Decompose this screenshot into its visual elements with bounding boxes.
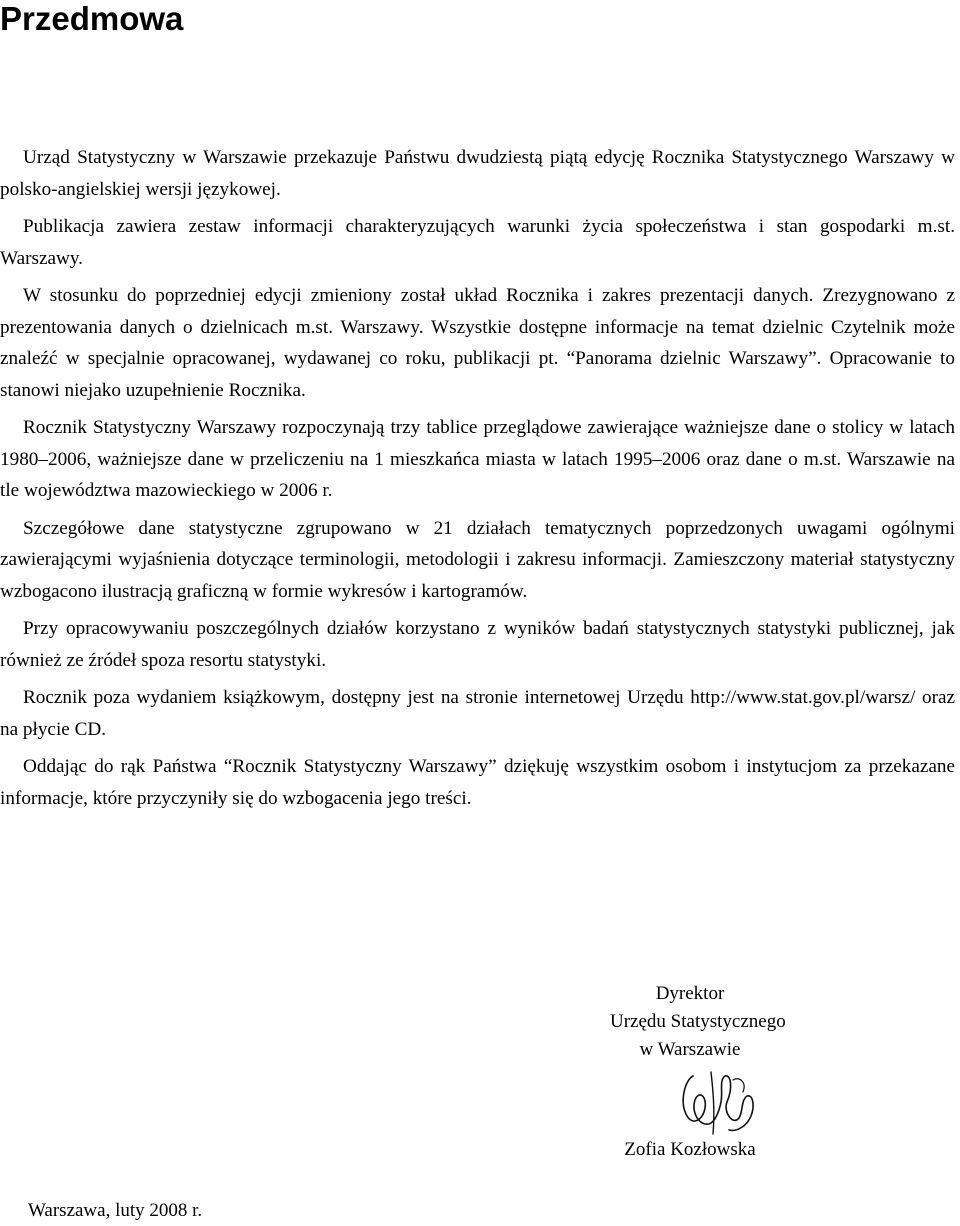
paragraph-detailed-data: Szczegółowe dane statystyczne zgrupowano w 21 działach tematycznych poprzedzonych uwagami ogólnymi zawierającymi wyjaśnienia dotyczące terminologii, metodologii i zakresu informacji. Zamieszczony materiał statystyczny wzbogacono ilustracją graficzną w formie wykresów i kartogramów. — [0, 517, 955, 602]
paragraph-overview-tables: Rocznik Statystyczny Warszawy rozpoczynają trzy tablice przeglądowe zawierające ważniejsze dane o stolicy w latach 1980–2006, ważniejsze dane w przeliczeniu na 1 mieszkańca miasta w latach 1995–2006 oraz dane o m.st. Warszawie na tle województwa mazowieckiego w 2006 r. — [0, 417, 955, 501]
signature-block — [610, 980, 786, 1164]
paragraph-publication-scope: Publikacja zawiera zestaw informacji charakteryzujących warunki życia społeczeństwa i stan gospodarki m.st. Warszawy. — [0, 216, 955, 269]
page-title: Przedmowa — [0, 0, 184, 37]
paragraph-online-availability: Rocznik poza wydaniem książkowym, dostępny jest na stronie internetowej Urzędu http://www.stat.gov.pl/warsz/ oraz na płycie CD. — [0, 687, 955, 740]
paragraph-sources: Przy opracowywaniu poszczególnych działów korzystano z wyników badań statystycznych statystyki publicznej, jak również ze źródeł spoza resortu statystyki. — [0, 618, 955, 671]
paragraph-acknowledgement: Oddając do rąk Państwa “Rocznik Statystyczny Warszawy” dziękuję wszystkim osobom i instytucjom za przekazane informacje, które przyczyniły się do wzbogacenia jego treści. — [0, 756, 955, 809]
handwritten-signature — [615, 1066, 765, 1136]
signature-location: w Warszawie — [639, 1039, 741, 1060]
preface-body — [0, 142, 955, 820]
paragraph-intro: Urząd Statystyczny w Warszawie przekazuje Państwu dwudziestą piątą edycję Rocznika Statystycznego Warszawy w polsko-angielskiej wersji językowej. — [0, 147, 955, 200]
signature-name: Zofia Kozłowska — [624, 1139, 756, 1160]
signature-title: Dyrektor — [655, 983, 725, 1004]
signature-institution: Urzędu Statystycznego — [610, 1011, 786, 1032]
place-and-date: Warszawa, luty 2008 r. — [28, 1200, 203, 1221]
paragraph-layout-changes: W stosunku do poprzedniej edycji zmieniony został układ Rocznika i zakres prezentacji danych. Zrezygnowano z prezentowania danych o dzielnicach m.st. Warszawy. Wszystkie dostępne informacje na temat dzielnic Czytelnik może znaleźć w specjalnie opracowanej, wydawanej co roku, publikacji pt. “Panorama dzielnic Warszawy”. Opracowanie to stanowi niejako uzupełnienie Rocznika. — [0, 285, 955, 401]
